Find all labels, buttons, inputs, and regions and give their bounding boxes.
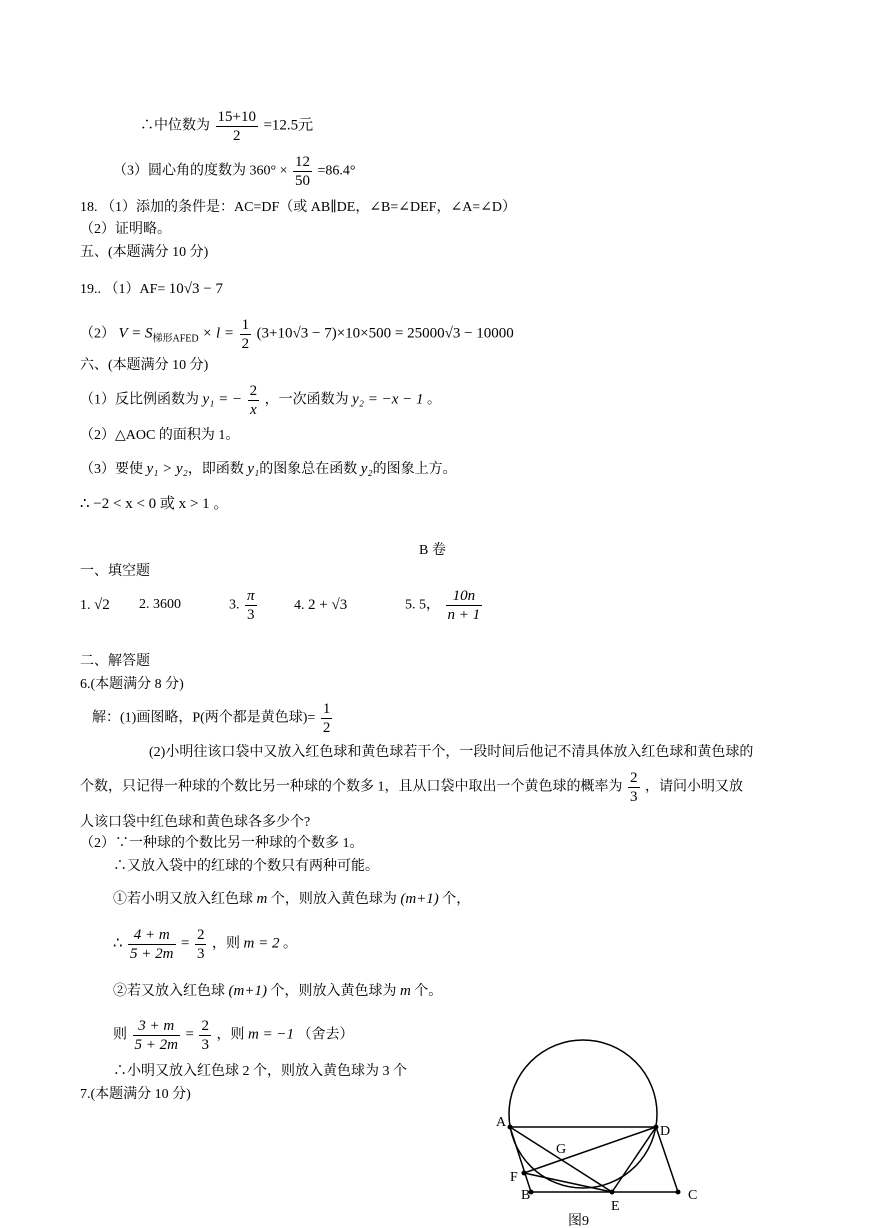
q6-part3-y2: y₂: [360, 461, 373, 477]
q6-step6-equals: =: [185, 1026, 194, 1043]
angle-fraction: [293, 153, 312, 190]
q6-conclusion: ∴ −2 < x < 0 或 x > 1 。: [80, 496, 229, 512]
q6-problem-fraction: [628, 769, 640, 806]
q6-solution-fraction: [321, 700, 333, 737]
angle-line: [113, 153, 356, 190]
q6-part3-a: （3）要使: [80, 462, 143, 477]
q6-step6-lhs-denominator: 5 + 2m: [134, 1037, 178, 1053]
q6-step4-then: ，则: [211, 936, 240, 952]
angle-denominator: 50: [295, 173, 310, 189]
q19-trapezoid-subscript: 梯形AFED: [152, 333, 199, 345]
median-numerator: 15+10: [217, 109, 256, 125]
q6-step6-lhs-numerator: 3 + m: [133, 1017, 180, 1036]
b-answer5-fraction: [446, 587, 483, 624]
angle-numerator: 12: [295, 154, 310, 170]
q6-step2: ∴又放入袋中的红球的个数只有两种可能。: [113, 859, 379, 874]
q6-part1-mid: ，一次函数为: [264, 392, 349, 408]
q6-step6-rhs-fraction: [199, 1017, 211, 1054]
median-fraction: [216, 108, 258, 145]
b-solutions-heading: 二、解答题: [80, 654, 150, 669]
label-C: C: [688, 1188, 698, 1203]
label-A: A: [496, 1115, 507, 1130]
q6-step5-b: 个，则放入黄色球为: [270, 984, 397, 999]
q19-part2-line: [80, 316, 514, 353]
q6-step4-lhs-fraction: [128, 926, 175, 963]
q6-problem-numerator: 2: [630, 770, 638, 786]
segment-DE: [612, 1127, 656, 1192]
b-answer5-denominator: n + 1: [447, 607, 481, 623]
q19-line: [80, 280, 223, 299]
q6-problem-line1: (2)小明往该口袋中又放入红色球和黄色球若干个，一段时间后他记不清具体放入红色球和黄色球的: [149, 745, 754, 760]
b-answer1-label: 1.: [80, 598, 91, 613]
q6-step5-m: m: [399, 983, 411, 999]
b-answer3-label: 3.: [229, 597, 240, 613]
label-E: E: [611, 1199, 620, 1214]
q6-step4-rhs-denominator: 3: [196, 946, 205, 962]
q6-step7: ∴小明又放入红色球 2 个，则放入黄色球为 3 个: [113, 1064, 407, 1079]
section-six-heading: 六、(本题满分 10 分): [80, 358, 209, 373]
point-A: [508, 1125, 513, 1130]
q19-prefix: 19.. （1）AF=: [80, 282, 166, 297]
angle-prefix: （3）圆心角的度数为 360° ×: [113, 163, 288, 179]
q6-problem-line2-text: 个数，只记得一种球的个数比另一种球的个数多 1，且从口袋中取出一个黄色球的概率为: [80, 779, 623, 795]
b-answer1: [80, 596, 110, 615]
q6-solution-prefix: 解：(1)画图略，P(两个都是黄色球)=: [92, 710, 316, 726]
q6-problem-line3: 人该口袋中红色球和黄色球各多少个?: [80, 815, 311, 830]
point-F: [522, 1171, 527, 1176]
q6-part2: （2）△AOC 的面积为 1。: [80, 428, 240, 443]
b-answer3: [229, 587, 259, 624]
q6-part1-end: 。: [427, 392, 442, 408]
b-fill-in-heading: 一、填空题: [80, 564, 150, 579]
point-C: [676, 1190, 681, 1195]
q18-part1: 18. （1）添加的条件是：AC=DF（或 AB∥DE，∠B=∠DEF，∠A=∠D）: [80, 200, 517, 215]
b-answer5-numerator: 10n: [446, 587, 483, 606]
median-denominator: 2: [232, 128, 241, 144]
q6-step3-expr: (m+1): [400, 891, 439, 907]
label-D: D: [660, 1124, 671, 1139]
q6-step1: （2）∵一种球的个数比另一种球的个数多 1。: [80, 836, 364, 851]
q6-part1-prefix: （1）反比例函数为: [80, 392, 199, 408]
b-answer5: [405, 587, 484, 624]
median-prefix: ∴中位数为: [140, 118, 210, 134]
q6-part1-numerator: 2: [249, 383, 258, 399]
q6-step3-c: 个，: [442, 892, 471, 907]
q6-step4-end: 。: [282, 936, 297, 952]
b-answer4: [294, 596, 347, 615]
q6-step4-therefore: ∴: [113, 935, 123, 952]
q6-step3-b: 个，则放入黄色球为: [270, 892, 397, 907]
q6-step6-then-label: 则: [113, 1027, 127, 1043]
q6-step3-a: ①若小明又放入红色球: [113, 892, 253, 907]
q6-step4-lhs-numerator: 4 + m: [128, 926, 175, 945]
q19-value: 10√3 − 7: [168, 281, 223, 297]
q6-step6-rhs-numerator: 2: [201, 1018, 209, 1034]
median-line: [140, 108, 313, 145]
q6-title: 6.(本题满分 8 分): [80, 677, 184, 692]
q6-step4-lhs-denominator: 5 + 2m: [130, 946, 174, 962]
q18-part2: （2）证明略。: [80, 222, 171, 237]
q19-half-numerator: 1: [241, 317, 250, 333]
q6-step5-c: 个。: [414, 984, 443, 999]
q6-step4-rhs-fraction: [195, 926, 207, 963]
q6-step4-equals: =: [181, 935, 190, 952]
q6-part1-fraction: [248, 382, 260, 419]
median-result: =12.5元: [263, 117, 314, 134]
figure-circle: [509, 1040, 657, 1188]
segment-FE: [524, 1173, 612, 1192]
q6-part1-line: [80, 382, 441, 419]
q6-step6: [113, 1017, 354, 1054]
q6-part3-y1: y₁: [247, 461, 260, 477]
q6-step6-result: m = −1: [247, 1026, 295, 1043]
q7-title: 7.(本题满分 10 分): [80, 1087, 191, 1102]
q6-step5-expr: (m+1): [228, 983, 267, 999]
volume-b-title: B 卷: [419, 543, 446, 558]
b-answer4-value: 2 + √3: [308, 597, 348, 613]
b-answer3-denominator: 3: [247, 607, 255, 623]
q6-step6-rhs-denominator: 3: [201, 1037, 209, 1053]
section-five-heading: 五、(本题满分 10 分): [80, 245, 209, 260]
q19-times-l: × l =: [202, 325, 235, 342]
q19-half-denominator: 2: [241, 336, 250, 352]
geometry-figure-9: [490, 1035, 710, 1227]
b-answer5-label: 5. 5，: [405, 597, 440, 613]
label-F: F: [510, 1170, 518, 1185]
label-B: B: [521, 1188, 531, 1203]
point-D: [654, 1125, 659, 1130]
angle-result: =86.4°: [317, 163, 356, 179]
q6-part1-y1: y₁ = −: [202, 391, 243, 408]
q6-step4-result: m = 2: [243, 935, 280, 952]
q6-part3-d: 的图象上方。: [372, 462, 457, 477]
q6-step6-end: （舍去）: [297, 1027, 354, 1043]
q6-solution-numerator: 1: [322, 701, 331, 717]
figure-caption: 图9: [568, 1214, 589, 1227]
q6-part3-c: 的图象总在函数: [259, 462, 358, 477]
q6-step6-lhs-fraction: [133, 1017, 180, 1054]
q6-solution-part1: [92, 700, 334, 737]
q19-volume-rest: (3+10√3 − 7)×10×500 = 25000√3 − 10000: [256, 325, 514, 342]
b-answer4-label: 4.: [294, 598, 305, 613]
q19-half-fraction: [240, 316, 252, 353]
q6-step5: [113, 982, 442, 1001]
q6-part3-inequality: y₁ > y₂: [146, 461, 188, 477]
q6-step4: [113, 926, 297, 963]
b-answer1-value: √2: [94, 597, 110, 613]
q6-problem-line2-end: ，请问小明又放: [645, 779, 743, 795]
b-answer3-numerator: π: [247, 588, 255, 604]
q6-problem-line2: [80, 769, 743, 806]
q6-step3: [113, 890, 470, 909]
q6-step6-then: ，则: [216, 1027, 245, 1043]
q6-step3-m: m: [256, 891, 268, 907]
q6-step4-rhs-numerator: 2: [196, 927, 205, 943]
q19-volume-lhs: V = S: [118, 325, 153, 342]
q6-solution-denominator: 2: [322, 720, 331, 736]
b-answer2: 2. 3600: [139, 597, 181, 612]
q19-part2-prefix: （2）: [80, 326, 115, 342]
q6-part3-line: [80, 460, 457, 479]
q6-problem-denominator: 3: [630, 789, 638, 805]
q6-part1-y2: y₂ = −x − 1: [352, 391, 424, 408]
q6-part3-b: ，即函数: [187, 462, 244, 477]
b-answer3-fraction: [245, 587, 257, 624]
q6-part1-denominator: x: [250, 402, 257, 418]
point-E: [610, 1190, 615, 1195]
q6-step5-a: ②若又放入红色球: [113, 984, 225, 999]
label-G: G: [556, 1142, 567, 1157]
